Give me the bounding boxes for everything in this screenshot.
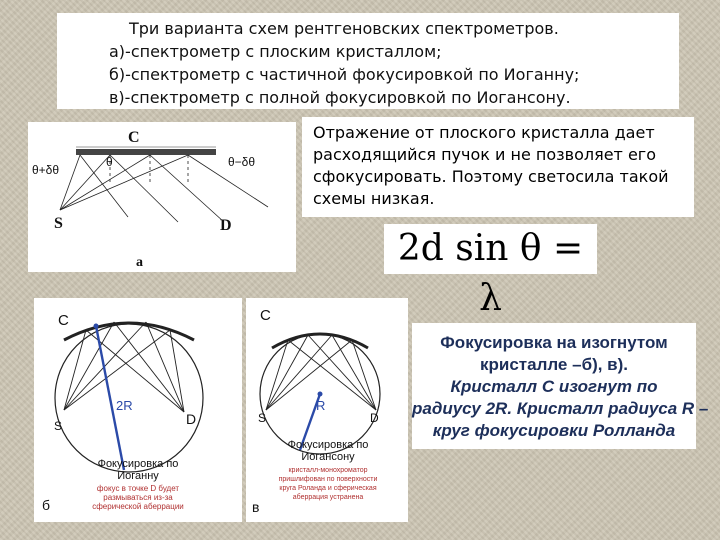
caption-title-1: Фокусировка по — [97, 458, 179, 470]
source-label: S — [258, 411, 267, 425]
flat-crystal-graphic — [76, 147, 216, 155]
bragg-formula: 2d sin θ = λ — [384, 224, 597, 274]
variant-a-text: а)-спектрометр с плоским кристаллом; — [109, 42, 442, 61]
angle-left-label: θ+δθ — [32, 163, 60, 177]
caption-note-2: пришлифован по поверхности — [278, 476, 378, 483]
focus-line-5: круг фокусировки Ролланда — [432, 421, 676, 440]
caption-title-1: Фокусировка по — [287, 439, 369, 451]
focusing-note — [412, 323, 709, 449]
caption-note-3: сферической аберрации — [92, 502, 184, 511]
caption-title-2: Иогансону — [301, 451, 355, 463]
title-text: Три варианта схем рентгеновских спектрометров. — [129, 19, 559, 38]
note-line-3: сфокусировать. Поэтому светосила такой — [313, 167, 669, 186]
radius-label: 2R — [116, 398, 133, 413]
focus-line-3: Кристалл С изогнут по — [450, 377, 658, 396]
note-line-4: схемы низкая. — [313, 189, 435, 208]
figure-letter: в — [252, 499, 260, 515]
note-line-2: расходящийся пучок и не позволяет его — [313, 145, 656, 164]
note-line-1: Отражение от плоского кристалла дает — [313, 123, 655, 142]
caption-note-4: аберрация устранена — [292, 494, 364, 501]
focus-line-4: радиусу 2R. Кристалл радиуса R – — [412, 399, 709, 418]
variant-b-text: б)-спектрометр с частичной фокусировкой по Иоганну; — [109, 65, 580, 84]
johansson-figure — [246, 298, 408, 522]
detector-label: D — [220, 217, 232, 234]
crystal-label: C — [260, 307, 271, 324]
caption-title-2: Иоганну — [117, 470, 159, 482]
focus-line-2: кристалле –б), в). — [479, 355, 629, 374]
caption-note-2: размываться из-за — [103, 493, 173, 502]
angle-mid-label: θ — [106, 155, 113, 169]
detector-label: D — [186, 411, 197, 427]
detector-label: D — [370, 411, 379, 425]
angle-right-label: θ−δθ — [228, 155, 256, 169]
source-label: S — [54, 419, 63, 433]
variant-c-text: в)-спектрометр с полной фокусировкой по Иогансону. — [109, 88, 571, 107]
crystal-label: C — [58, 312, 69, 329]
johann-figure — [34, 298, 242, 522]
normal-lines — [110, 155, 188, 184]
caption-note-1: кристалл-монохроматор — [288, 467, 368, 474]
radius-label: R — [316, 398, 326, 413]
crystal-label: C — [128, 129, 140, 146]
figure-a-caption: a — [136, 255, 143, 270]
flat-crystal-note — [302, 117, 694, 217]
figure-letter: б — [42, 497, 51, 513]
caption-note-1: фокус в точке D будет — [96, 484, 180, 493]
caption-note-3: круга Роланда и сферическая — [279, 485, 377, 492]
focus-line-1: Фокусировка на изогнутом — [440, 333, 668, 352]
flat-crystal-figure — [28, 122, 296, 272]
source-label: S — [54, 215, 63, 232]
title-panel — [57, 13, 679, 109]
